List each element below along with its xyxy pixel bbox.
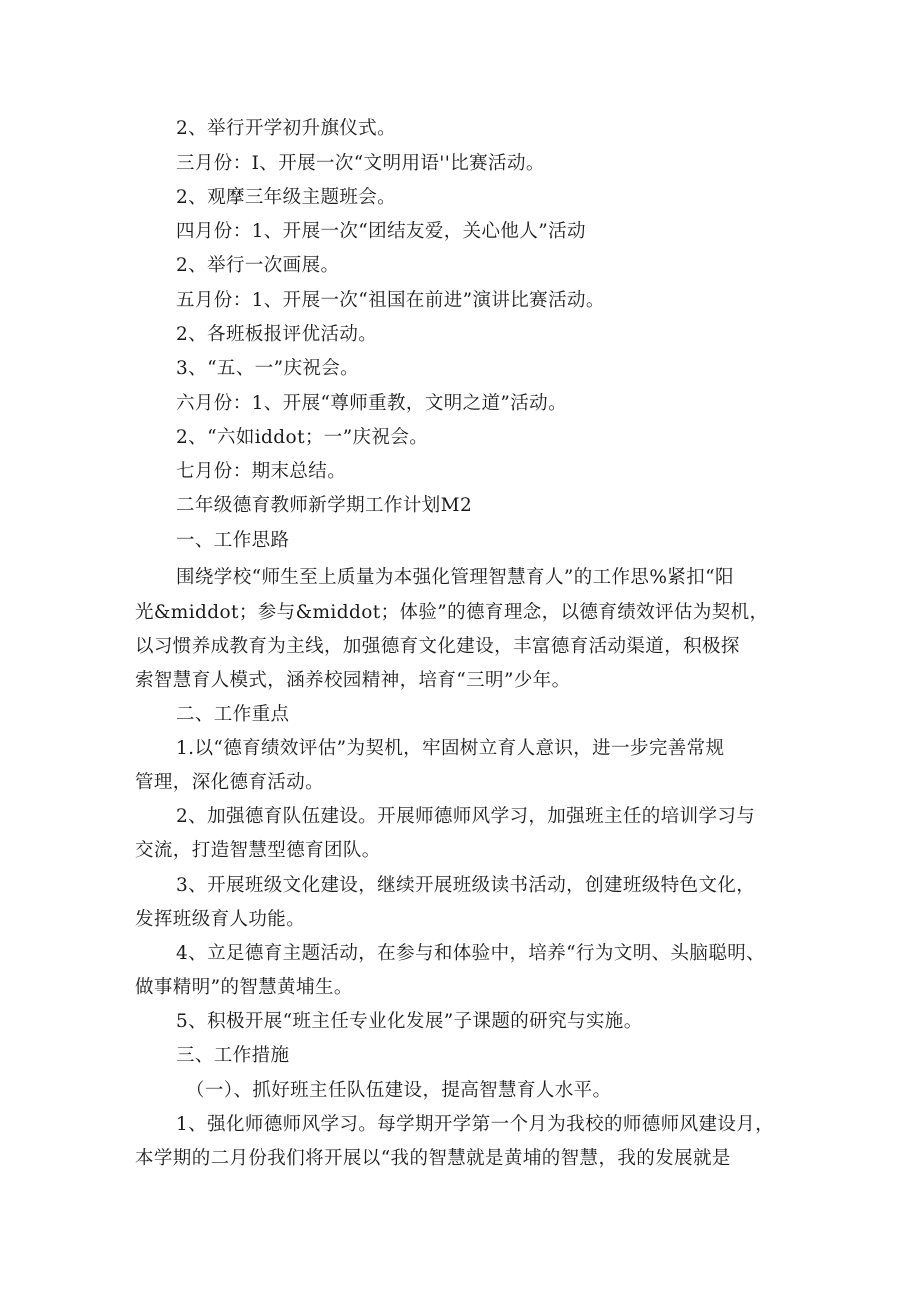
text-line: 七月份：期末总结。 (176, 461, 347, 482)
text-line: 2、“六如iddot；一”庆祝会。 (176, 427, 429, 448)
text-line: 五月份：1、开展一次“祖国在前进”演讲比赛活动。 (176, 290, 605, 311)
text-line: 六月份：1、开展“尊师重教，文明之道”活动。 (176, 393, 567, 414)
text-line: 1、强化师德师风学习。每学期开学第一个月为我校的师德师风建设月， (176, 1114, 775, 1135)
text-line: 1.以“德育绩效评估”为契机，牢固树立育人意识，进一步完善常规 (176, 738, 725, 759)
section-title: 二年级德育教师新学期工作计划M2 (176, 495, 473, 516)
text-line: 光&middot；参与&middot；体验”的德育理念，以德育绩效评估为契机， (135, 602, 769, 623)
text-line: 5、积极开展“班主任专业化发展”子课题的研究与实施。 (176, 1011, 643, 1032)
text-line: 2、观摩三年级主题班会。 (176, 187, 397, 208)
text-line: 2、加强德育队伍建设。开展师德师风学习，加强班主任的培训学习与 (176, 806, 756, 827)
text-line: 管理，深化德育活动。 (135, 772, 325, 793)
text-line: 2、举行一次画展。 (176, 255, 340, 276)
text-line: 2、举行开学初升旗仪式。 (176, 118, 397, 139)
text-line: 发挥班级育人功能。 (135, 909, 306, 930)
text-line: 索智慧育人模式，涵养校园精神，培育“三明”少年。 (135, 670, 571, 691)
text-line: 本学期的二月份我们将开展以“我的智慧就是黄埔的智慧，我的发展就是 (135, 1148, 731, 1169)
text-line: 3、“五、一”庆祝会。 (176, 358, 360, 379)
heading-work-thinking: 一、工作思路 (176, 530, 290, 551)
text-line: 4、立足德育主题活动，在参与和体验中，培养“行为文明、头脑聪明、 (176, 943, 766, 964)
subheading: （一）、抓好班主任队伍建设，提高智慧育人水平。 (186, 1080, 612, 1101)
heading-work-focus: 二、工作重点 (176, 704, 290, 725)
text-line: 以习惯养成教育为主线，加强德育文化建设，丰富德育活动渠道，积极探 (135, 636, 740, 657)
text-line: 交流，打造智慧型德育团队。 (135, 840, 381, 861)
text-line: 做事精明”的智慧黄埔生。 (135, 977, 353, 998)
text-line: 四月份：1、开展一次“团结友爱，关心他人”活动 (176, 221, 586, 242)
text-line: 3、开展班级文化建设，继续开展班级读书活动，创建班级特色文化， (176, 875, 756, 896)
text-line: 围绕学校“师生至上质量为本强化管理智慧育人”的工作思%紧扣“阳 (176, 567, 734, 588)
text-line: 三月份：I、开展一次“文明用语''比赛活动。 (176, 153, 545, 174)
text-line: 2、各班板报评优活动。 (176, 324, 378, 345)
heading-work-measures: 三、工作措施 (176, 1045, 290, 1066)
